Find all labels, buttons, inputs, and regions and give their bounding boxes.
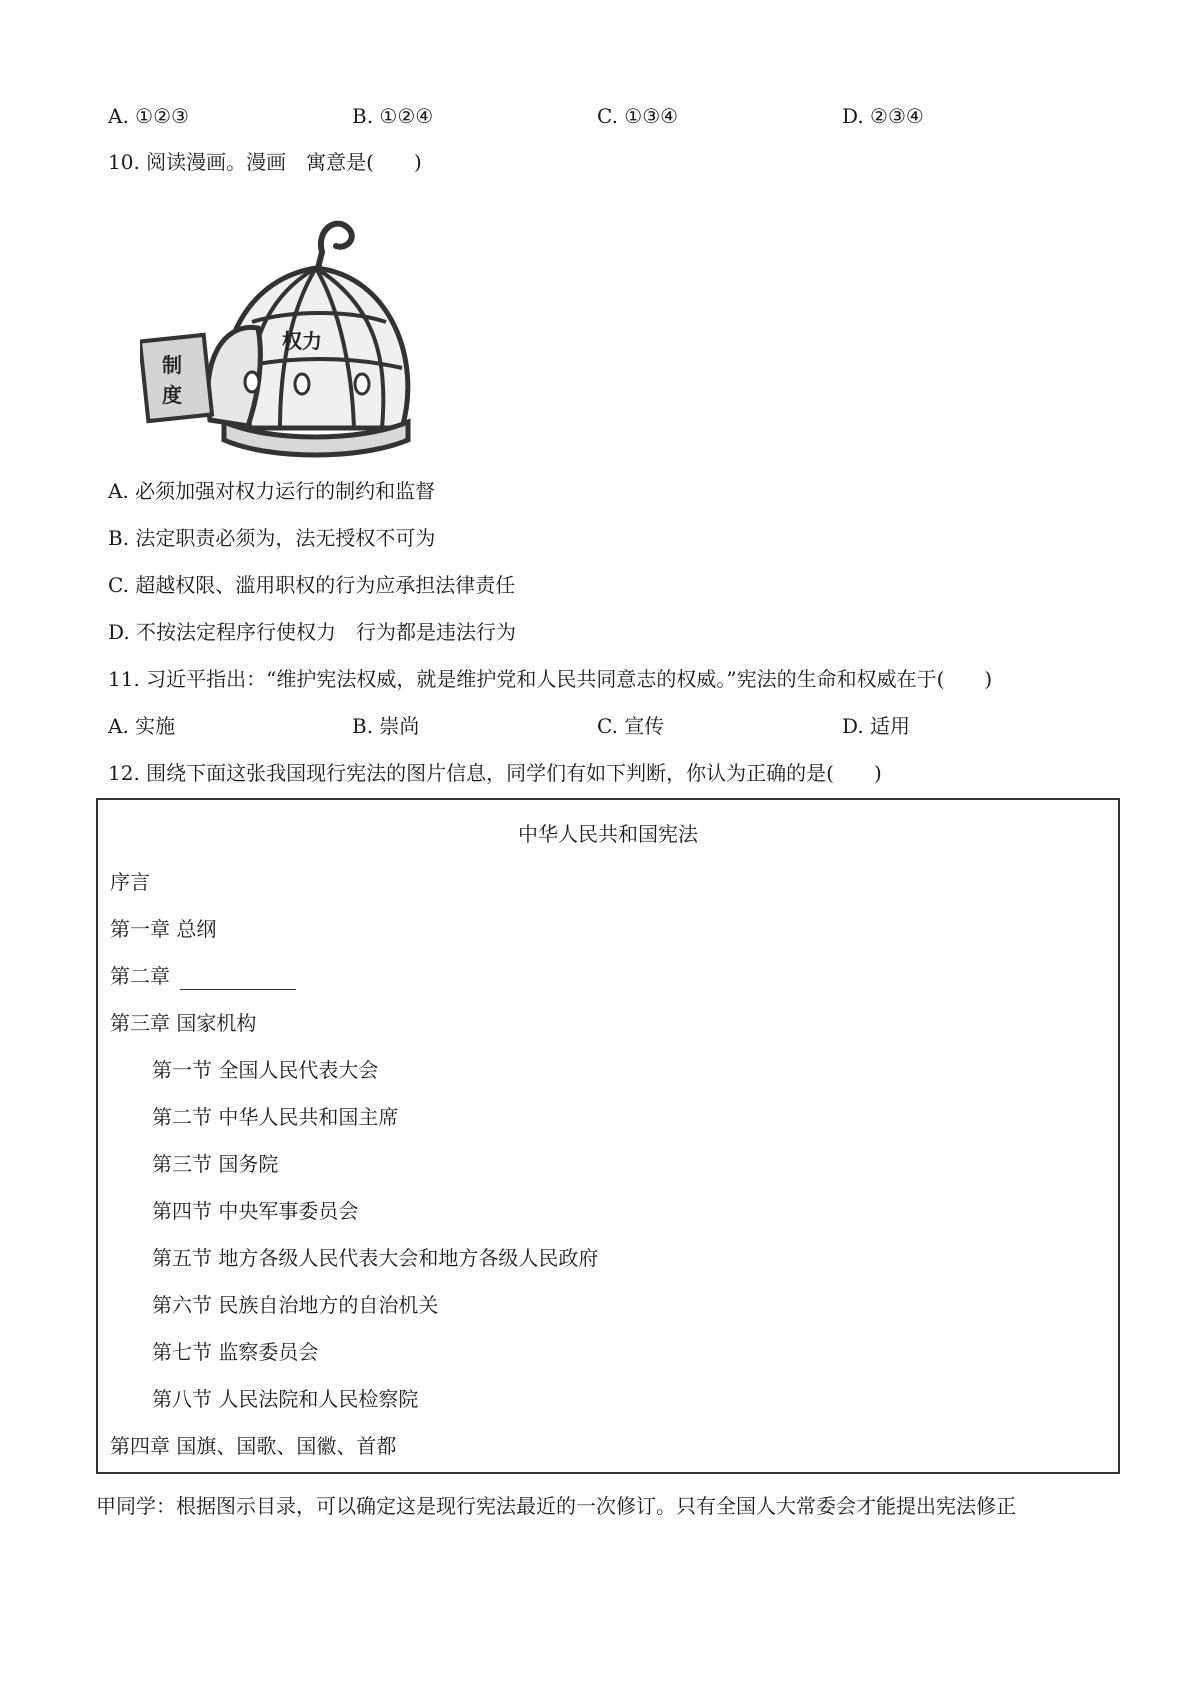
q11-stem: 11. 习近平指出：“维护宪法权威，就是维护党和人民共同意志的权威。”宪法的生命和权威在于( ) — [108, 667, 993, 691]
toc-chapter-2 — [110, 962, 296, 990]
constitution-contents-box — [96, 798, 1120, 1474]
toc-section-4: 第四节 中央军事委员会 — [152, 1199, 359, 1223]
toc-section-7: 第七节 监察委员会 — [152, 1340, 319, 1364]
toc-section-1: 第一节 全国人民代表大会 — [152, 1058, 379, 1082]
cage-cartoon — [140, 210, 460, 468]
toc-chapter-4: 第四章 国旗、国歌、国徽、首都 — [110, 1434, 397, 1458]
q9-option-d: D. ②③④ — [842, 104, 924, 128]
q10-option-b: B. 法定职责必须为，法无授权不可为 — [108, 526, 436, 550]
q10-stem: 10. 阅读漫画。漫画 寓意是( ) — [108, 150, 422, 174]
q10-option-c: C. 超越权限、滥用职权的行为应承担法律责任 — [108, 573, 516, 597]
toc-preface: 序言 — [110, 870, 150, 894]
toc-chapter-1: 第一章 总纲 — [110, 917, 217, 941]
toc-section-5: 第五节 地方各级人民代表大会和地方各级人民政府 — [152, 1246, 599, 1270]
toc-section-6: 第六节 民族自治地方的自治机关 — [152, 1293, 439, 1317]
toc-chapter-3: 第三章 国家机构 — [110, 1011, 257, 1035]
q9-option-c: C. ①③④ — [597, 104, 679, 128]
toc-section-3: 第三节 国务院 — [152, 1152, 279, 1176]
constitution-title: 中华人民共和国宪法 — [518, 822, 698, 846]
student-a-statement: 甲同学：根据图示目录，可以确定这是现行宪法最近的一次修订。只有全国人大常委会才能提出宪法修正 — [96, 1494, 1016, 1518]
sign-text-bottom: 度 — [162, 385, 182, 407]
q9-option-b: B. ①②④ — [352, 104, 434, 128]
sign-text-top: 制 — [162, 355, 182, 377]
cage-label: 权力 — [282, 331, 322, 353]
q11-option-a: A. 实施 — [108, 714, 176, 738]
toc-chapter-2-label: 第二章 — [110, 964, 170, 988]
q12-stem: 12. 围绕下面这张我国现行宪法的图片信息，同学们有如下判断，你认为正确的是( ) — [108, 761, 882, 785]
q11-option-d: D. 适用 — [842, 714, 911, 738]
q9-option-a: A. ①②③ — [108, 104, 189, 128]
q10-option-a: A. 必须加强对权力运行的制约和监督 — [108, 479, 436, 503]
q10-option-d: D. 不按法定程序行使权力 行为都是违法行为 — [108, 620, 517, 644]
q11-option-b: B. 崇尚 — [352, 714, 420, 738]
q11-option-c: C. 宣传 — [597, 714, 665, 738]
toc-section-8: 第八节 人民法院和人民检察院 — [152, 1387, 419, 1411]
chapter-2-blank — [180, 969, 296, 990]
toc-section-2: 第二节 中华人民共和国主席 — [152, 1105, 399, 1129]
